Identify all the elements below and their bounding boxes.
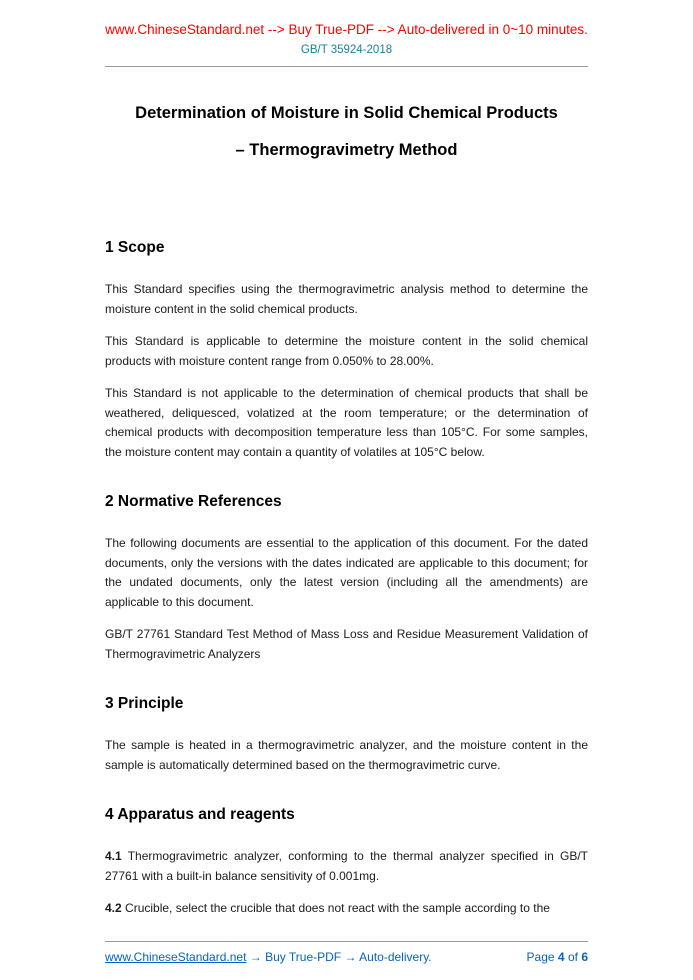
- clause-text: Crucible, select the crucible that does not react with the sample according to the: [125, 901, 550, 915]
- promo-banner: www.ChineseStandard.net --> Buy True-PDF --> Auto-delivered in 0~10 minutes.: [105, 22, 588, 37]
- of-label: of: [567, 950, 578, 964]
- page-label: Page: [526, 950, 555, 964]
- footer-buy-text: Buy True-PDF: [265, 950, 342, 964]
- paragraph: This Standard is applicable to determine the moisture content in the solid chemical products with moisture content range from 0.050% to 28.00%.: [105, 334, 588, 368]
- page-footer: [105, 941, 588, 964]
- numbered-paragraph: [105, 847, 588, 886]
- paragraph: This Standard specifies using the thermogravimetric analysis method to determine the moisture content in the solid chemical products.: [105, 282, 588, 316]
- paragraph: The sample is heated in a thermogravimetric analyzer, and the moisture content in the sample is automatically determined based on the thermogravimetric curve.: [105, 738, 588, 772]
- document-title-line1: Determination of Moisture in Solid Chemical Products: [135, 104, 558, 122]
- arrow-icon: →: [344, 950, 357, 964]
- section-heading-apparatus: 4 Apparatus and reagents: [105, 806, 295, 823]
- header-divider: [105, 66, 588, 67]
- document-title-line2: – Thermogravimetry Method: [235, 141, 458, 159]
- numbered-paragraph: [105, 899, 588, 919]
- footer-site-link[interactable]: www.ChineseStandard.net: [105, 950, 247, 964]
- clause-number: 4.2: [105, 901, 122, 915]
- paragraph: This Standard is not applicable to the determination of chemical products that shall be weathered, deliquesced, volatized at the room temperature; or the determination of chemical products with decomposition temperature less than 105°C. For some samples, the moisture content may contain a quantity of volatiles at 105°C below.: [105, 386, 588, 459]
- clause-number: 4.1: [105, 849, 122, 863]
- footer-divider: [105, 941, 588, 942]
- document-title: [105, 95, 588, 169]
- arrow-icon: →: [249, 950, 262, 964]
- footer-promo: [105, 950, 432, 964]
- standard-code: GB/T 35924-2018: [300, 44, 393, 56]
- section-heading-principle: 3 Principle: [105, 695, 184, 712]
- clause-text: Thermogravimetric analyzer, conforming to the thermal analyzer specified in GB/T 27761 with a built-in balance sensitivity of 0.001mg.: [105, 849, 588, 883]
- total-pages: 6: [581, 950, 588, 964]
- footer-delivery-text: Auto-delivery.: [359, 950, 432, 964]
- footer-row: [105, 950, 588, 964]
- paragraph: GB/T 27761 Standard Test Method of Mass Loss and Residue Measurement Validation of Thermogravimetric Analyzers: [105, 627, 588, 661]
- paragraph: The following documents are essential to the application of this document. For the dated documents, only the versions with the dates indicated are applicable to this document; for the undated documents, only the latest version (including all the amendments) are applicable to this document.: [105, 536, 588, 609]
- page-indicator: [527, 950, 588, 964]
- page-number: 4: [557, 950, 565, 964]
- section-heading-scope: 1 Scope: [105, 239, 165, 256]
- section-heading-normative-references: 2 Normative References: [105, 493, 282, 510]
